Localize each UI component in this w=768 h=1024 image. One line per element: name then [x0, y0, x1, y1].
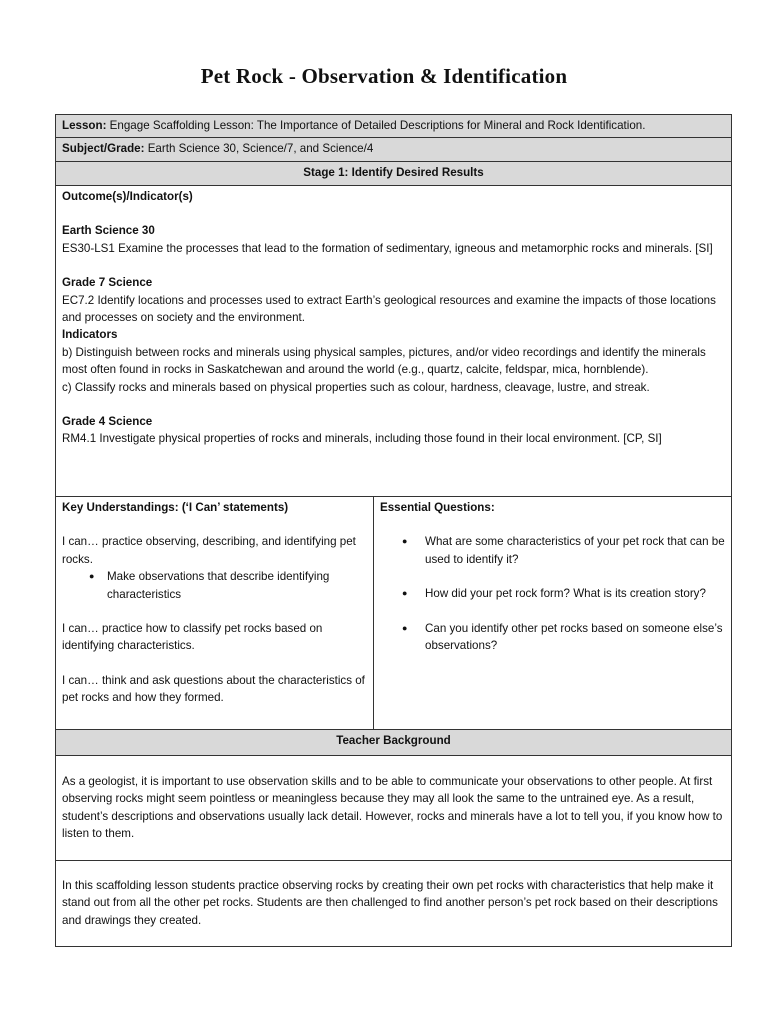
background-paragraph: As a geologist, it is important to use observation skills and to be able to communicate your observations to other people. At first observing rocks might seem pointless or meaningless because they may all look the same to the untrained eye. As a result, student’s descriptions and observations usually lack detail. However, rocks and minerals have a lot to tell you, if you know how to listen to them. — [62, 775, 723, 841]
es30-outcome: ES30-LS1 Examine the processes that lead to the formation of sedimentary, igneous and metamorphic rocks and minerals. [SI] — [62, 241, 713, 255]
teacher-background-header — [56, 730, 731, 756]
grade7-heading: Grade 7 Science — [62, 276, 153, 290]
page-title: Pet Rock - Observation & Identification — [200, 64, 568, 88]
teacher-background-para2 — [56, 861, 731, 946]
outcomes-heading: Outcome(s)/Indicator(s) — [62, 190, 193, 203]
essential-questions-heading: Essential Questions: — [380, 501, 495, 514]
list-item: ● Can you identify other pet rocks based on someone else’s observations? — [402, 621, 723, 653]
i-can-statement: I can… practice observing, describing, and identifying pet rocks. — [62, 535, 356, 566]
list-item: ● Make observations that describe identifying characteristics — [89, 570, 330, 601]
indicator-c: c) Classify rocks and minerals based on physical properties such as colour, hardness, cleavage, lustre, and streak. — [62, 380, 650, 394]
understandings-questions-row — [56, 497, 731, 730]
es30-heading: Earth Science 30 — [62, 224, 155, 238]
bullet-icon: ● — [402, 588, 408, 599]
list-item: ● How did your pet rock form? What is its creation story? — [380, 585, 725, 602]
bullet-icon: ● — [89, 571, 95, 582]
lesson-plan-table — [55, 114, 732, 947]
outcomes-section — [56, 186, 731, 497]
lesson-row — [56, 115, 731, 138]
indicator-b: b) Distinguish between rocks and minerals using physical samples, pictures, and/or video recordings and identify the minerals most often found in rocks in Saskatchewan and around the world (e.g., quartz, calcite, feldspar, mica, hornblende). — [62, 345, 706, 377]
key-understandings-heading: Key Understandings: (‘I Can’ statements) — [62, 501, 289, 514]
bullet-icon: ● — [402, 622, 408, 633]
subject-row — [56, 138, 731, 162]
essential-questions-cell — [374, 497, 731, 729]
lesson-text: Engage Scaffolding Lesson: The Importance of Detailed Descriptions for Mineral and Rock Identification. — [106, 119, 646, 132]
i-can-statement: I can… think and ask questions about the characteristics of pet rocks and how they formed. — [62, 673, 365, 705]
essential-questions-list — [380, 533, 725, 654]
grade4-heading: Grade 4 Science — [62, 415, 153, 429]
i-can-statement: I can… practice how to classify pet rocks based on identifying characteristics. — [62, 622, 323, 653]
indicators-heading: Indicators — [62, 328, 118, 342]
stage1-header — [56, 162, 731, 186]
subject-label: Subject/Grade: — [62, 142, 145, 155]
background-paragraph: In this scaffolding lesson students practice observing rocks by creating their own pet rocks with characteristics that help make it stand out from all the other pet rocks. Students are then challenged to find another person’s pet rock based on their descriptions and drawings they created. — [62, 879, 718, 927]
teacher-background-para1 — [56, 756, 731, 861]
teacher-background-heading: Teacher Background — [336, 734, 451, 747]
grade7-outcome: EC7.2 Identify locations and processes used to extract Earth’s geological resources and examine the impacts of those locations and processes on society and the environment. — [62, 293, 716, 325]
grade4-outcome: RM4.1 Investigate physical properties of rocks and minerals, including those found in their local environment. [CP, SI] — [62, 432, 662, 446]
subject-text: Earth Science 30, Science/7, and Science/4 — [144, 142, 374, 155]
stage1-title: Stage 1: Identify Desired Results — [303, 166, 484, 179]
bullet-icon: ● — [402, 536, 408, 547]
lesson-label: Lesson: — [62, 119, 107, 132]
key-understandings-cell — [56, 497, 374, 729]
list-item: ● What are some characteristics of your pet rock that can be used to identify it? — [402, 535, 725, 566]
i-can-bullets — [62, 568, 367, 603]
